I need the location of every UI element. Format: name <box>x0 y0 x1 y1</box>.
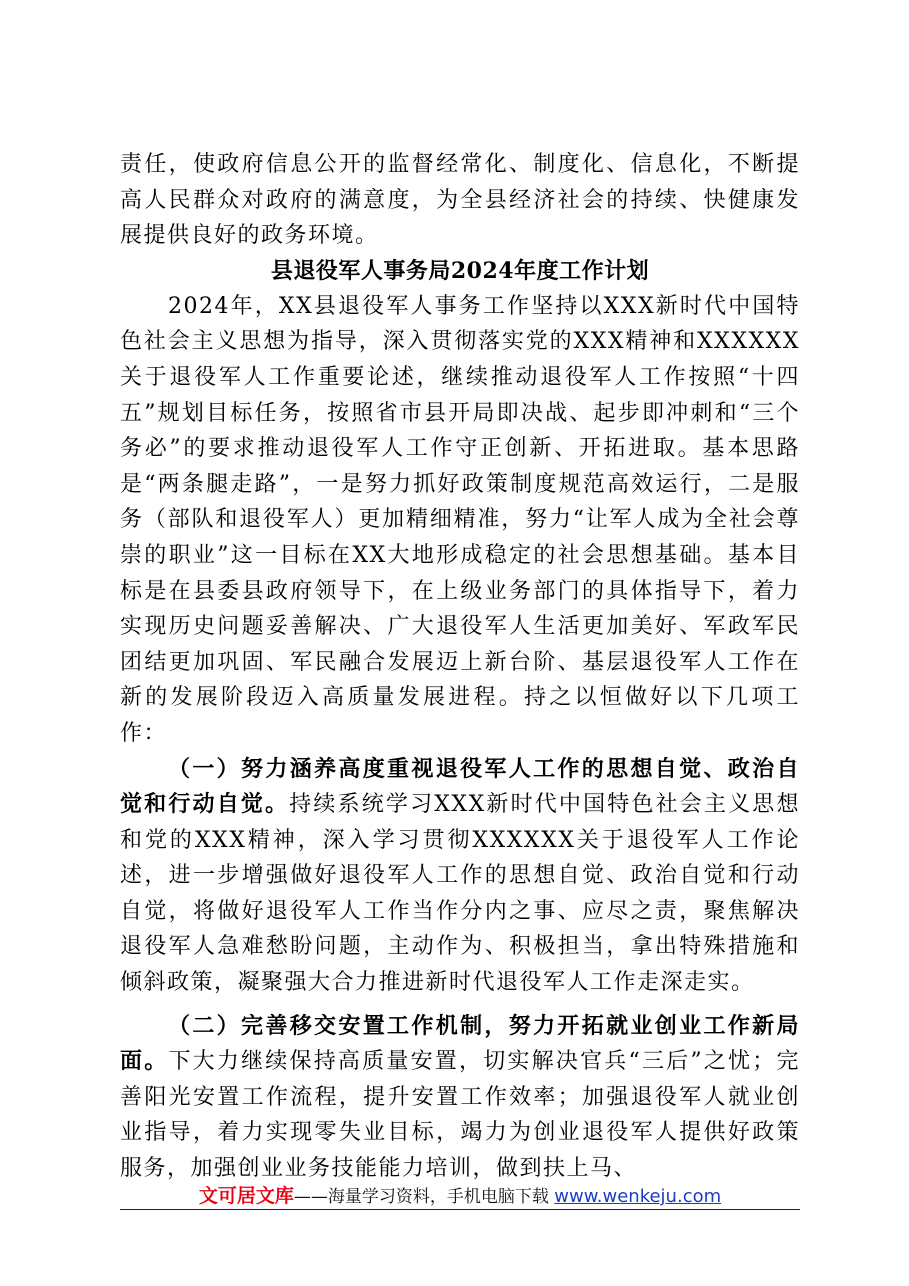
section-2-paragraph <box>120 1009 800 1187</box>
document-page <box>120 147 800 1187</box>
footer-brand: 文可居文库 <box>198 1185 294 1207</box>
section-2-text: 下大力继续保持高质量安置，切实解决官兵“三后”之忧；完善阳光安置工作流程，提升安置工作效率；加强退役军人就业创业指导，着力实现零失业目标，竭力为创业退役军人提供好政策服务，加强创业业务技能能力培训，做到扶上马、 <box>120 1049 800 1182</box>
section-1-paragraph <box>120 752 800 1001</box>
section-1-heading: （一）努力涵养高度重视退役军人工作的思想自觉、政治自觉和行动自觉。 <box>120 755 800 818</box>
footer-divider <box>120 1209 800 1210</box>
intro-paragraph: 责任，使政府信息公开的监督经常化、制度化、信息化，不断提高人民群众对政府的满意度，为全县经济社会的持续、快健康发展提供良好的政务环境。 <box>120 152 800 249</box>
footer-url-link[interactable]: www.wenkeju.com <box>554 1186 722 1207</box>
footer-tagline: ——海量学习资料，手机电脑下载 <box>293 1187 549 1207</box>
document-title: 县退役军人事务局2024年度工作计划 <box>270 257 650 284</box>
section-2-heading: （二）完善移交安置工作机制，努力开拓就业创业工作新局面。 <box>120 1012 800 1075</box>
body-paragraph: 2024年，XX县退役军人事务工作坚持以XXX新时代中国特色社会主义思想为指导，深入贯彻落实党的XXX精神和XXXXXX关于退役军人工作重要论述，继续推动退役军人工作按照“十四五”规划目标任务，按照省市县开局即决战、起步即冲刺和“三个务必”的要求推动退役军人工作守正创新、开拓进取。基本思路是“两条腿走路”，一是努力抓好政策制度规范高效运行，二是服务（部队和退役军人）更加精细精准，努力“让军人成为全社会尊崇的职业”这一目标在XX大地形成稳定的社会思想基础。基本目标是在县委县政府领导下，在上级业务部门的具体指导下，着力实现历史问题妥善解决、广大退役军人生活更加美好、军政军民团结更加巩固、军民融合发展迈上新台阶、基层退役军人工作在新的发展阶段迈入高质量发展进程。持之以恒做好以下几项工作： <box>120 293 800 746</box>
section-1-text: 持续系统学习XXX新时代中国特色社会主义思想和党的XXX精神，深入学习贯彻XXXXXX关于退役军人工作论述，进一步增强做好退役军人工作的思想自觉、政治自觉和行动自觉，将做好退役军人工作当作分内之事、应尽之责，聚焦解决退役军人急难愁盼问题，主动作为、积极担当，拿出特殊措施和倾斜政策，凝聚强大合力推进新时代退役军人工作走深走实。 <box>120 792 800 996</box>
